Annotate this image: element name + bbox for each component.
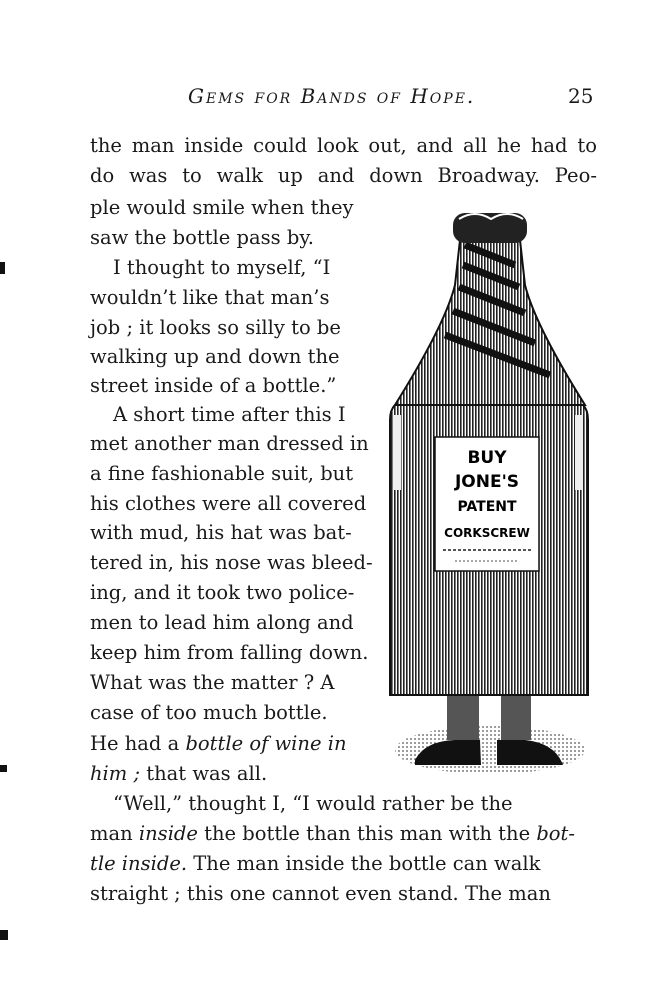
text-line: “Well,” thought I, “I would rather be the [113,792,513,815]
text-line: ple would smile when they [90,196,354,219]
scan-mark [0,765,7,772]
text-line: street inside of a bottle.” [90,374,337,397]
text-line: ing, and it took two police- [90,581,355,604]
text-line: He had a bottle of wine in [90,732,347,755]
label-line: JONE'S [454,472,520,492]
text-line: I thought to myself, “I [113,256,331,279]
text-line: a fine fashionable suit, but [90,462,354,485]
text-line: do was to walk up and down Broadway. Peo- [90,164,597,187]
text-line: job ; it looks so silly to be [90,316,341,339]
text-line: saw the bottle pass by. [90,226,314,249]
scan-mark [0,262,5,274]
text-line: met another man dressed in [90,432,369,455]
text-line: him ; that was all. [90,762,268,785]
text-line: wouldn’t like that man’s [90,286,330,309]
label-line: BUY [467,448,507,468]
page-number: 25 [568,84,594,108]
text-line: tered in, his nose was bleed- [90,551,373,574]
text-line: straight ; this one cannot even stand. The man [90,882,551,905]
label-line: CORKSCREW [444,526,530,540]
text-line: keep him from falling down. [90,641,369,664]
text-line: man inside the bottle than this man with the bot- [90,822,575,845]
text-line: What was the matter ? A [90,671,335,694]
text-line: A short time after this I [113,403,346,426]
text-line: case of too much bottle. [90,701,328,724]
text-line: tle inside. The man inside the bottle can walk [90,852,541,875]
text-line: his clothes were all covered [90,492,367,515]
running-title: Gems for Bands of Hope. [188,84,476,108]
scan-mark [0,930,8,940]
text-line: walking up and down the [90,345,340,368]
text-line: the man inside could look out, and all he had to [90,134,597,157]
bottle-man-illustration [385,205,595,780]
text-line: men to lead him along and [90,611,354,634]
text-line: with mud, his hat was bat- [90,521,352,544]
label-line: PATENT [457,499,517,515]
page-header [0,84,654,114]
